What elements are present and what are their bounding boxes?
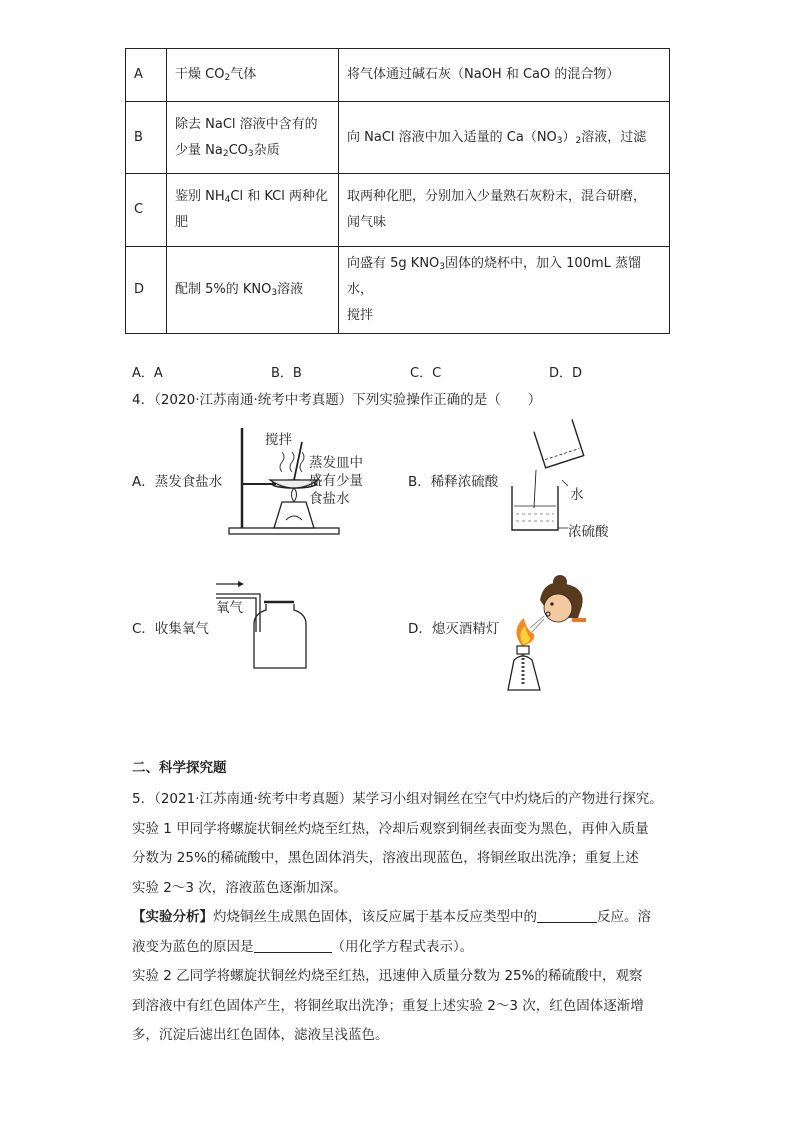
table-cell-method: 向盛有 5g $KNO_3$固体的烧杯中，加入 100mL 蒸馏水， 搅拌: [339, 247, 670, 334]
pour-stream: [534, 470, 536, 508]
pouring-beaker: [534, 419, 584, 468]
q5-line: 分数为 25%的稀硫酸中，黑色固体消失，溶液出现蓝色，将铜丝取出洗净；重复上述: [132, 850, 639, 866]
lamp-wick: [286, 516, 302, 520]
label-dish-line: 盛有少量: [309, 473, 363, 489]
table-row: [126, 102, 670, 174]
q4-stem: 4．（2020·江苏南通·统考中考真题）下列实验操作正确的是（ ）: [132, 392, 542, 408]
table-cell-option: D: [126, 247, 167, 334]
table-row: [126, 174, 670, 247]
steam-curl: [280, 452, 284, 472]
q4-option-c[interactable]: C．收集氧气: [132, 621, 209, 637]
section-title: 二、科学探究题: [132, 760, 227, 776]
q5-line: [132, 903, 672, 933]
table-cell-method: 将气体通过碱石灰（NaOH 和 CaO 的混合物）: [339, 49, 670, 102]
label-water: 水: [570, 487, 584, 503]
table-cell-purpose: 鉴别 $NH_4Cl$ 和 KCl 两种化 肥: [167, 174, 339, 247]
label-dish-line: 食盐水: [309, 491, 350, 507]
q5-text: 液变为蓝色的原因是: [132, 938, 254, 955]
lamp-flame: [292, 488, 297, 502]
steam-curl: [290, 452, 294, 472]
table-row: [126, 49, 670, 102]
gas-bottle: [254, 604, 306, 668]
eye: [550, 602, 553, 605]
q3-table: [125, 48, 670, 334]
q3-option-b[interactable]: B．B: [271, 366, 302, 381]
face: [544, 594, 572, 622]
label-oxygen: 氧气: [216, 600, 243, 616]
extinguish-lamp-figure: [500, 560, 610, 695]
q5-text: 灼烧铜丝生成黑色固体，该反应属于基本反应类型中的: [213, 909, 537, 925]
q5-line: 5．（2021·江苏南通·统考中考真题）某学习小组对铜丝在空气中灼烧后的产物进行探究。: [132, 791, 663, 807]
table-cell-option: B: [126, 102, 167, 174]
q5-text: 反应。溶: [597, 909, 651, 925]
table-cell-purpose: 除去 NaCl 溶液中含有的 少量 $Na_2CO_3$杂质: [167, 102, 339, 174]
table-cell-purpose: 干燥 $CO_2$气体: [167, 49, 339, 102]
glass-rod: [294, 442, 302, 480]
lamp-body: [508, 656, 540, 690]
q3-option-d[interactable]: D．D: [549, 366, 583, 381]
q4-option-b[interactable]: B．稀释浓硫酸: [408, 474, 499, 490]
label-acid: 浓硫酸: [568, 524, 609, 540]
q5-line: 到溶液中有红色固体产生，将铜丝取出洗净；重复上述实验 2～3 次，红色固体逐渐增: [132, 997, 644, 1014]
q5-line: 实验 1 甲同学将螺旋状铜丝灼烧至红热，冷却后观察到铜丝表面变为黑色，再伸入质量: [132, 820, 649, 837]
q5-line: 实验 2～3 次，溶液蓝色逐渐加深。: [132, 879, 347, 896]
shirt: [572, 618, 586, 622]
answer-blank-reaction-type[interactable]: [537, 908, 597, 923]
lamp-cap: [517, 646, 529, 654]
table-cell-method: 向 NaCl 溶液中加入适量的 $Ca(NO_3)_2$溶液，过滤: [339, 102, 670, 174]
table-cell-option: A: [126, 49, 167, 102]
q3-option-a[interactable]: A．A: [132, 366, 163, 381]
q4-option-d[interactable]: D．熄灭酒精灯: [408, 621, 500, 637]
q5-line: [132, 933, 672, 963]
gas-arrow-head: [238, 581, 244, 587]
gas-collection-figure: [210, 580, 310, 672]
q5-line: 实验 2 乙同学将螺旋状铜丝灼烧至红热，迅速伸入质量分数为 25%的稀硫酸中，观察: [132, 968, 643, 984]
water-pointer: [562, 480, 568, 486]
q5-line: 多，沉淀后滤出红色固体，滤液呈浅蓝色。: [132, 1027, 389, 1043]
table-row: [126, 247, 670, 334]
label-dish: [309, 454, 363, 508]
q5-body: [132, 785, 672, 1051]
answer-blank-equation[interactable]: [254, 938, 332, 953]
label-dish-line: 蒸发皿中: [309, 455, 363, 471]
steam-curl: [300, 452, 304, 472]
table-cell-option: C: [126, 174, 167, 247]
alcohol-lamp: [274, 502, 314, 528]
table-cell-method: 取两种化肥，分别加入少量熟石灰粉末，混合研磨， 闻气味: [339, 174, 670, 247]
label-stir: 搅拌: [265, 432, 292, 448]
table-cell-purpose: 配制 5%的 $KNO_3$溶液: [167, 247, 339, 334]
analysis-heading: 【实验分析】: [132, 909, 213, 925]
q3-option-c[interactable]: C．C: [410, 366, 442, 381]
q5-text: （用化学方程式表示）。: [331, 938, 474, 955]
stand-base: [229, 528, 339, 534]
q4-option-a[interactable]: A．蒸发食盐水: [132, 474, 223, 490]
